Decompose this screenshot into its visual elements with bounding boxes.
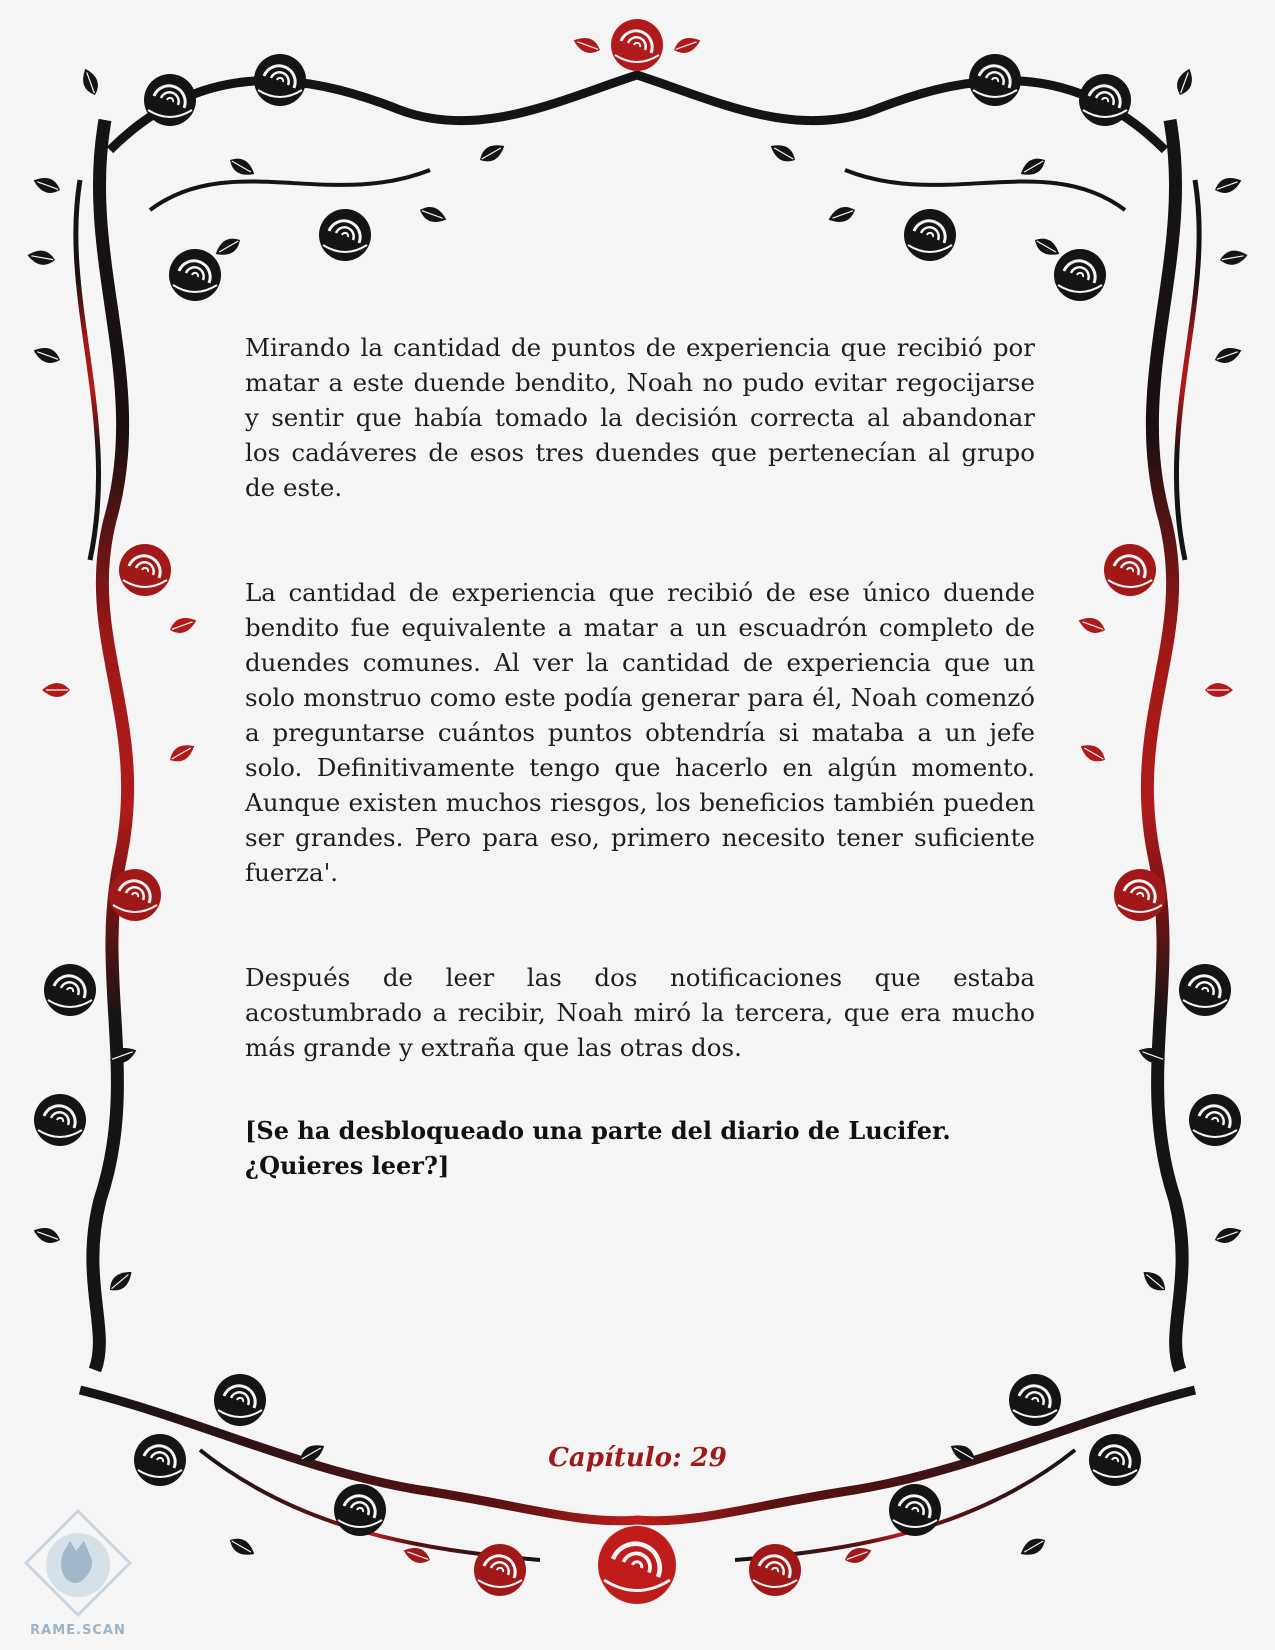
- chapter-text: [245, 330, 1035, 1183]
- watermark: [18, 1505, 138, 1645]
- watermark-text: RAME.SCAN: [30, 1623, 126, 1638]
- paragraph: Después de leer las dos notificaciones que estaba acostumbrado a recibir, Noah miró la tercera, que era mucho más grande y extraña que las otras dos.: [245, 963, 1035, 1062]
- paragraph: Mirando la cantidad de puntos de experiencia que recibió por matar a este duende bendito, Noah no pudo evitar regocijarse y sentir que había tomado la decisión correcta al abandonar los cadáveres de esos tres duendes que pertenecían al grupo de este.: [245, 333, 1035, 502]
- system-notice: [Se ha desbloqueado una parte del diario de Lucifer. ¿Quieres leer?]: [245, 1116, 951, 1180]
- chapter-label: Capítulo: 29: [548, 1443, 727, 1473]
- wolf-diamond-logo-icon: [18, 1505, 138, 1625]
- paragraph: La cantidad de experiencia que recibió de ese único duende bendito fue equivalente a matar a un escuadrón completo de duendes comunes. Al ver la cantidad de experiencia que un solo monstruo como este podía generar para él, Noah comenzó a preguntarse cuántos puntos obtendría si mataba a un jefe solo. Definitivamente tengo que hacerlo en algún momento. Aunque existen muchos riesgos, los beneficios también pueden ser grandes. Pero para eso, primero necesito tener suficiente fuerza'.: [245, 578, 1035, 887]
